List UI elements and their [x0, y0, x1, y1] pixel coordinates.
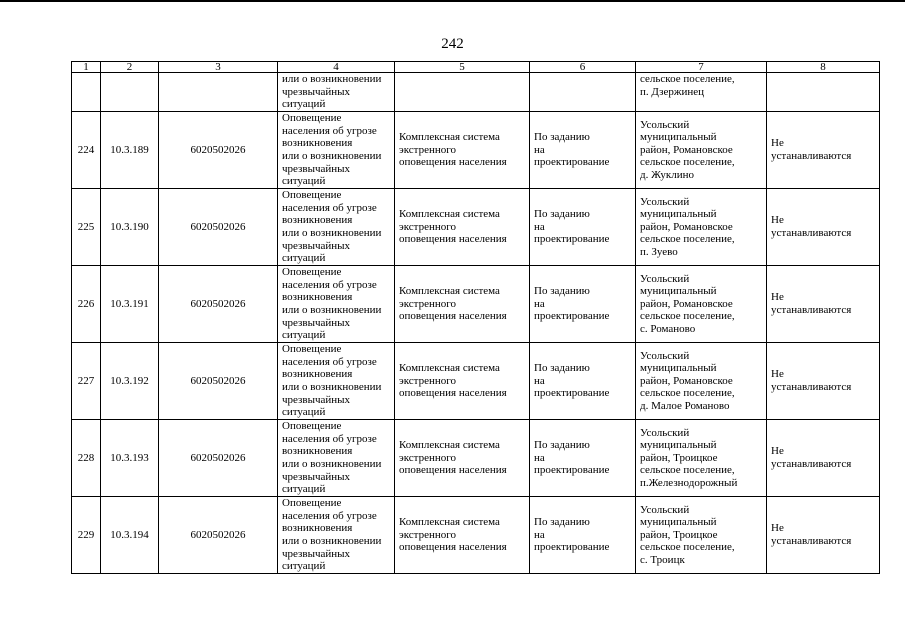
cell-zones: Не устанавливаются	[767, 343, 880, 420]
cell-basis: По заданию на проектирование	[530, 266, 636, 343]
header-row	[72, 62, 880, 73]
cell-num: 229	[72, 497, 101, 574]
cell-purpose: Оповещение населения об угрозе возникновения или о возникновении чрезвычайных ситуаций	[278, 497, 395, 574]
header-col-2: 2	[101, 62, 159, 73]
cell-zones: Не устанавливаются	[767, 189, 880, 266]
cell-okof: 6020502026	[159, 343, 278, 420]
cell-okof: 6020502026	[159, 266, 278, 343]
cell-code: 10.3.192	[101, 343, 159, 420]
table-row	[72, 343, 880, 420]
cell-code: 10.3.194	[101, 497, 159, 574]
cell-purpose: Оповещение населения об угрозе возникновения или о возникновении чрезвычайных ситуаций	[278, 420, 395, 497]
cell-num	[72, 73, 101, 112]
cell-okof	[159, 73, 278, 112]
header-col-5: 5	[395, 62, 530, 73]
cell-name: Комплексная система экстренного оповещения населения	[395, 420, 530, 497]
header-col-6: 6	[530, 62, 636, 73]
table-row	[72, 497, 880, 574]
cell-code: 10.3.191	[101, 266, 159, 343]
cell-okof: 6020502026	[159, 497, 278, 574]
cell-okof: 6020502026	[159, 112, 278, 189]
table-row	[72, 266, 880, 343]
cell-basis: По заданию на проектирование	[530, 497, 636, 574]
cell-name: Комплексная система экстренного оповещения населения	[395, 343, 530, 420]
header-col-4: 4	[278, 62, 395, 73]
cell-purpose: Оповещение населения об угрозе возникновения или о возникновении чрезвычайных ситуаций	[278, 112, 395, 189]
cell-okof: 6020502026	[159, 189, 278, 266]
cell-basis: По заданию на проектирование	[530, 189, 636, 266]
cell-name: Комплексная система экстренного оповещения населения	[395, 497, 530, 574]
cell-name: Комплексная система экстренного оповещения населения	[395, 266, 530, 343]
table-row	[72, 112, 880, 189]
cell-num: 226	[72, 266, 101, 343]
cell-num: 224	[72, 112, 101, 189]
page-number: 242	[441, 36, 464, 52]
cell-basis: По заданию на проектирование	[530, 343, 636, 420]
cell-location: Усольский муниципальный район, Романовское сельское поселение, д. Малое Романово	[636, 343, 767, 420]
cell-zones: Не устанавливаются	[767, 112, 880, 189]
cell-name	[395, 73, 530, 112]
cell-zones: Не устанавливаются	[767, 266, 880, 343]
cell-location: Усольский муниципальный район, Троицкое сельское поселение, с. Троицк	[636, 497, 767, 574]
cell-purpose: или о возникновении чрезвычайных ситуаций	[278, 73, 395, 112]
cell-location: сельское поселение, п. Дзержинец	[636, 73, 767, 112]
cell-location: Усольский муниципальный район, Романовское сельское поселение, п. Зуево	[636, 189, 767, 266]
cell-code: 10.3.190	[101, 189, 159, 266]
cell-num: 227	[72, 343, 101, 420]
cell-num: 225	[72, 189, 101, 266]
cell-location: Усольский муниципальный район, Романовское сельское поселение, с. Романово	[636, 266, 767, 343]
cell-location: Усольский муниципальный район, Троицкое сельское поселение, п.Железнодорожный	[636, 420, 767, 497]
cell-basis: По заданию на проектирование	[530, 112, 636, 189]
cell-code: 10.3.189	[101, 112, 159, 189]
cell-okof: 6020502026	[159, 420, 278, 497]
cell-name: Комплексная система экстренного оповещения населения	[395, 112, 530, 189]
cell-name: Комплексная система экстренного оповещения населения	[395, 189, 530, 266]
cell-zones: Не устанавливаются	[767, 420, 880, 497]
continuation-row	[72, 73, 880, 112]
cell-num: 228	[72, 420, 101, 497]
cell-purpose: Оповещение населения об угрозе возникновения или о возникновении чрезвычайных ситуаций	[278, 266, 395, 343]
cell-code: 10.3.193	[101, 420, 159, 497]
header-col-8: 8	[767, 62, 880, 73]
cell-basis: По заданию на проектирование	[530, 420, 636, 497]
cell-code	[101, 73, 159, 112]
cell-zones: Не устанавливаются	[767, 497, 880, 574]
scan-top-border	[0, 0, 905, 2]
cell-purpose: Оповещение населения об угрозе возникновения или о возникновении чрезвычайных ситуаций	[278, 343, 395, 420]
cell-basis	[530, 73, 636, 112]
cell-purpose: Оповещение населения об угрозе возникновения или о возникновении чрезвычайных ситуаций	[278, 189, 395, 266]
header-col-1: 1	[72, 62, 101, 73]
table-row	[72, 420, 880, 497]
cell-location: Усольский муниципальный район, Романовское сельское поселение, д. Жуклино	[636, 112, 767, 189]
table-row	[72, 189, 880, 266]
cell-zones	[767, 73, 880, 112]
registry-table	[71, 61, 880, 574]
header-col-7: 7	[636, 62, 767, 73]
header-col-3: 3	[159, 62, 278, 73]
